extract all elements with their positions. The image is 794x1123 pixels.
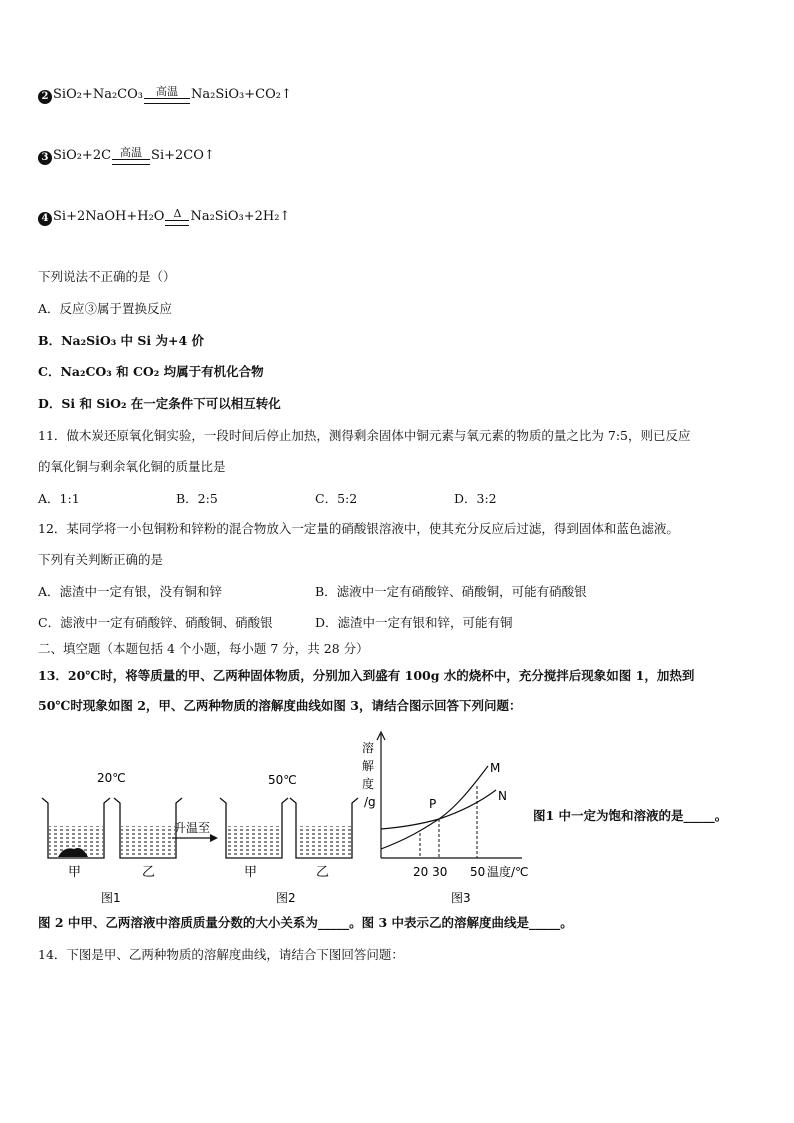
temp-label-2: 50℃ — [268, 773, 297, 787]
q14-stem: 14．下图是甲、乙两种物质的溶解度曲线，请结合下图回答问题： — [38, 947, 404, 962]
reaction-condition: 高温 — [144, 86, 190, 104]
x-tick-label: 20 30 — [413, 865, 448, 879]
marker-circle: 4 — [38, 212, 52, 226]
q12-option-b: B．滤液中一定有硝酸锌、硝酸铜，可能有硝酸银 — [315, 584, 587, 599]
q10-option-c: C．Na₂CO₃ 和 CO₂ 均属于有机化合物 — [38, 364, 264, 379]
y-label-char: 度 — [362, 777, 375, 791]
arrow-label: 升温至 — [174, 821, 211, 835]
y-label-char: 解 — [362, 759, 375, 773]
figure-caption: 图1 — [101, 891, 121, 905]
q12-option-a: A．滤渣中一定有银，没有铜和锌 — [38, 584, 223, 599]
beaker-jia-fig2 — [220, 798, 288, 858]
beaker-label: 乙 — [316, 865, 330, 880]
y-label-char: /g — [364, 795, 376, 809]
q11-stem-line1: 11．做木炭还原氧化铜实验，一段时间后停止加热，测得剩余固体中铜元素与氧元素的物质的量之比为 7:5，则已反应 — [38, 428, 691, 443]
arrow-head — [210, 834, 218, 842]
x-tick-label: 50 — [470, 865, 486, 879]
q13-stem-line2: 50℃时现象如图 2，甲、乙两种物质的溶解度曲线如图 3，请结合图示回答下列问题： — [38, 698, 522, 713]
beaker-jia-fig1 — [42, 798, 110, 858]
q11-option-a: A．1:1 — [38, 491, 80, 506]
marker-circle: 3 — [38, 151, 52, 165]
solubility-chart — [362, 732, 529, 879]
marker-circle: 2 — [38, 90, 52, 104]
beaker-yi-fig2 — [290, 798, 358, 858]
q10-option-d: D．Si 和 SiO₂ 在一定条件下可以相互转化 — [38, 396, 281, 411]
q11-stem-line2: 的氧化铜与剩余氧化铜的质量比是 — [38, 459, 226, 474]
figure-caption: 图3 — [451, 891, 471, 905]
q12-stem-line1: 12．某同学将一小包铜粉和锌粉的混合物放入一定量的硝酸银溶液中，使其充分反应后过滤，得到固体和蓝色滤液。 — [38, 521, 679, 536]
q11-option-b: B．2:5 — [176, 491, 218, 506]
x-axis-label: 温度/℃ — [487, 865, 529, 879]
equation-3 — [38, 147, 215, 165]
equation-right: Na₂SiO₃+CO₂↑ — [190, 87, 292, 102]
fig1-question: 图1 中一定为饱和溶液的是_____。 — [533, 808, 728, 823]
q10-option-a: A．反应③属于置换反应 — [38, 301, 173, 316]
equation-right: Si+2CO↑ — [151, 148, 215, 163]
q10-option-b: B．Na₂SiO₃ 中 Si 为+4 价 — [38, 333, 205, 348]
temp-label-1: 20℃ — [97, 771, 126, 785]
q13-stem-line1: 13．20℃时，将等质量的甲、乙两种固体物质，分别加入到盛有 100g 水的烧杯中，充分搅拌后现象如图 1，加热到 — [38, 668, 695, 683]
q13-stem-line3: 图 2 中甲、乙两溶液中溶质质量分数的大小关系为_____。图 3 中表示乙的溶解度曲线是_____。 — [38, 915, 573, 930]
beaker-label: 乙 — [142, 865, 156, 880]
equation-2 — [38, 86, 292, 104]
q11-option-c: C．5:2 — [315, 491, 358, 506]
q11-option-d: D．3:2 — [454, 491, 497, 506]
equation-left: Si+2NaOH+H₂O — [53, 209, 165, 224]
q12-option-c: C．滤液中一定有硝酸锌、硝酸铜、硝酸银 — [38, 615, 273, 630]
beaker-yi-fig1 — [114, 798, 182, 858]
reaction-condition: Δ — [165, 208, 189, 226]
beaker-label: 甲 — [244, 865, 258, 880]
equation-4 — [38, 208, 290, 226]
equation-right: Na₂SiO₃+2H₂↑ — [190, 209, 291, 224]
y-label-char: 溶 — [362, 741, 375, 755]
curve-n — [381, 790, 496, 829]
q10-stem: 下列说法不正确的是（） — [38, 269, 176, 284]
q12-stem-line2: 下列有关判断正确的是 — [38, 552, 164, 567]
beaker-label: 甲 — [68, 865, 82, 880]
point-p-label: P — [429, 797, 437, 811]
curve-m-label: M — [490, 761, 501, 775]
q12-option-d: D．滤渣中一定有银和锌，可能有铜 — [315, 615, 513, 630]
figure-caption: 图2 — [276, 891, 296, 905]
equation-left: SiO₂+Na₂CO₃ — [53, 87, 143, 102]
equation-left: SiO₂+2C — [53, 148, 112, 163]
curve-n-label: N — [498, 789, 507, 803]
reaction-condition: 高温 — [112, 147, 150, 165]
section-heading: 二、填空题（本题包括 4 个小题，每小题 7 分，共 28 分） — [38, 641, 369, 656]
